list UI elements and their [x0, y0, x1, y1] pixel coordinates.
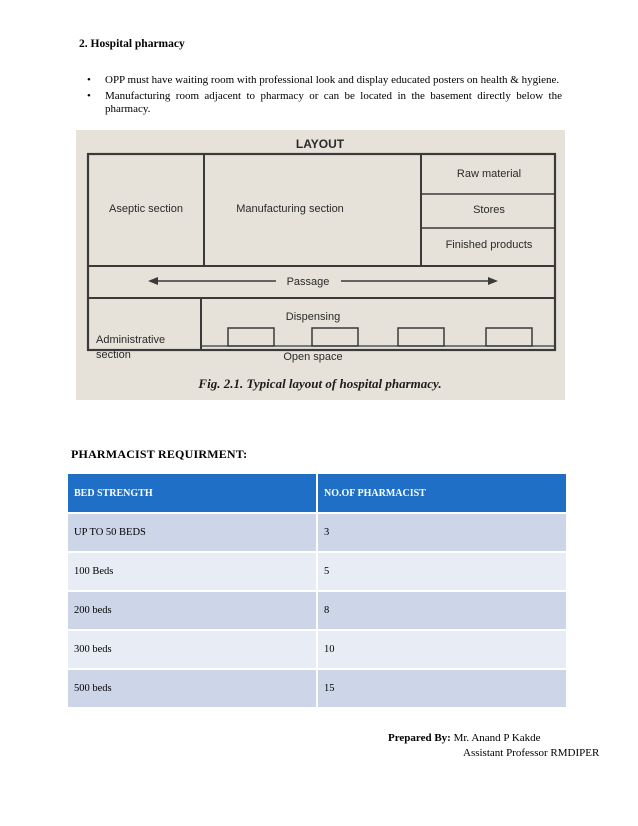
- table-row: [68, 669, 567, 708]
- bullet-text: OPP must have waiting room with professional look and display educated posters on health & hygiene.: [105, 74, 560, 86]
- bullet-icon: •: [87, 74, 91, 86]
- prepared-label: Prepared By:: [388, 732, 451, 744]
- table-cell: UP TO 50 BEDS: [68, 513, 317, 552]
- bullet-icon: •: [87, 89, 91, 102]
- table-row: [68, 513, 567, 552]
- table-header-row: [68, 474, 567, 513]
- bullet-item: [87, 90, 562, 117]
- table-cell: 3: [317, 513, 567, 552]
- table-row: [68, 630, 567, 669]
- section-heading: 2. Hospital pharmacy: [79, 38, 185, 50]
- figure-caption: Fig. 2.1. Typical layout of hospital pharmacy.: [198, 376, 442, 391]
- author-role: Assistant Professor RMDIPER: [463, 747, 600, 759]
- raw-material-label: Raw material: [456, 168, 522, 180]
- finished-products-label: Finished products: [445, 239, 533, 251]
- author-name: Mr. Anand P Kakde: [453, 732, 541, 744]
- column-header: BED STRENGTH: [68, 474, 317, 513]
- table-cell: 500 beds: [68, 669, 317, 708]
- dispensing-label: Dispensing: [285, 311, 341, 323]
- bullet-text: Manufacturing room adjacent to pharmacy or can be located in the basement directly below the pharmacy.: [105, 89, 562, 115]
- requirement-title: PHARMACIST REQUIRMENT:: [71, 447, 248, 461]
- table-row: [68, 591, 567, 630]
- table-cell: 15: [317, 669, 567, 708]
- open-space-label: Open space: [283, 351, 343, 363]
- table-cell: 8: [317, 591, 567, 630]
- passage-label: Passage: [286, 276, 330, 288]
- table-cell: 100 Beds: [68, 552, 317, 591]
- administrative-label: Administrative: [96, 334, 166, 346]
- table-cell: 300 beds: [68, 630, 317, 669]
- layout-diagram: [76, 130, 565, 400]
- administrative-label-line2: section: [96, 349, 131, 361]
- table-cell: 5: [317, 552, 567, 591]
- bullet-item: [87, 74, 562, 88]
- prepared-by: [388, 731, 599, 761]
- stores-label: Stores: [473, 204, 505, 216]
- column-header: NO.OF PHARMACIST: [317, 474, 567, 513]
- layout-figure: [76, 130, 565, 400]
- aseptic-label: Aseptic section: [109, 203, 183, 215]
- pharmacist-table: [68, 474, 568, 709]
- table-cell: 10: [317, 630, 567, 669]
- manufacturing-label: Manufacturing section: [236, 203, 344, 215]
- table-cell: 200 beds: [68, 591, 317, 630]
- bullet-list: [87, 74, 562, 119]
- table-row: [68, 552, 567, 591]
- figure-title: LAYOUT: [295, 137, 345, 151]
